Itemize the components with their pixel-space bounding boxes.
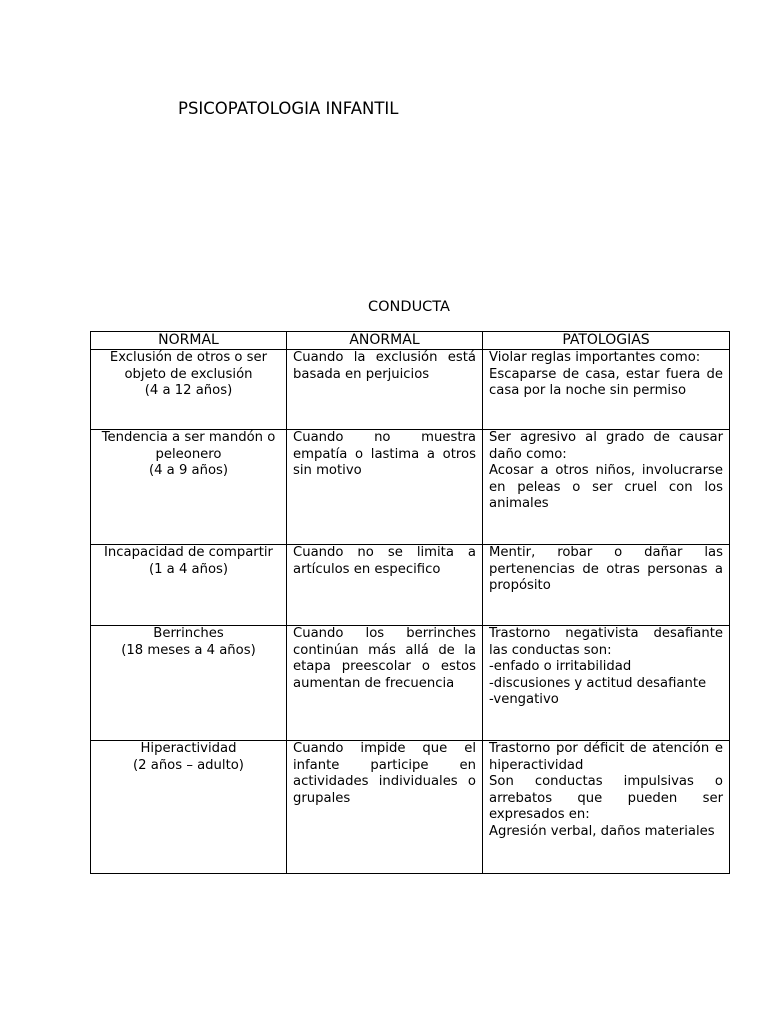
normal-behavior: Berrinches [153, 626, 224, 641]
age-range: (4 a 12 años) [144, 383, 233, 399]
age-range: (18 meses a 4 años) [121, 642, 256, 658]
cell-normal [91, 545, 287, 626]
anormal-text: Cuando no muestra empatía o lastima a otros sin motivo [293, 430, 476, 479]
table-row [91, 741, 730, 874]
pathology-line: Trastorno por déficit de atención e hiperactividad [489, 741, 723, 773]
anormal-text: Cuando no se limita a artículos en especifico [293, 545, 476, 577]
cell-anormal [287, 350, 483, 430]
header-patologias: PATOLOGIAS [483, 332, 730, 350]
normal-behavior: Incapacidad de compartir [104, 545, 273, 560]
table-row [91, 430, 730, 545]
table-row [91, 350, 730, 430]
cell-anormal [287, 626, 483, 741]
table-row [91, 626, 730, 741]
table-row [91, 545, 730, 626]
pathology-line: Violar reglas importantes como: [489, 350, 701, 365]
table-header-row [91, 332, 730, 350]
normal-behavior: Exclusión de otros o ser objeto de exclusión [109, 350, 268, 382]
pathology-line: Trastorno negativista desafiante las conductas son: [489, 626, 723, 658]
cell-patologias [483, 741, 730, 874]
cell-normal [91, 626, 287, 741]
cell-anormal [287, 741, 483, 874]
document-title: PSICOPATOLOGIA INFANTIL [178, 99, 399, 118]
age-range: (2 años – adulto) [133, 757, 244, 773]
anormal-text: Cuando los berrinches continúan más allá de la etapa preescolar o estos aumentan de frecuencia [293, 626, 476, 691]
header-anormal: ANORMAL [287, 332, 483, 350]
pathology-line: -enfado o irritabilidad [489, 659, 632, 675]
normal-behavior: Hiperactividad [140, 741, 237, 756]
section-heading: CONDUCTA [368, 299, 450, 315]
conduct-table [90, 331, 730, 874]
cell-patologias [483, 545, 730, 626]
pathology-line: -vengativo [489, 692, 559, 708]
normal-behavior: Tendencia a ser mandón o peleonero [101, 430, 276, 462]
cell-patologias [483, 430, 730, 545]
cell-normal [91, 430, 287, 545]
age-range: (4 a 9 años) [148, 463, 229, 479]
cell-patologias [483, 626, 730, 741]
anormal-text: Cuando impide que el infante participe en actividades individuales o grupales [293, 741, 476, 806]
cell-normal [91, 350, 287, 430]
header-normal: NORMAL [91, 332, 287, 350]
pathology-line: Son conductas impulsivas o arrebatos que pueden ser expresados en: [489, 774, 723, 823]
pathology-line: Acosar a otros niños, involucrarse en peleas o ser cruel con los animales [489, 463, 723, 512]
anormal-text: Cuando la exclusión está basada en perjuicios [293, 350, 476, 382]
pathology-line: Ser agresivo al grado de causar daño como: [489, 430, 723, 462]
pathology-line: -discusiones y actitud desafiante [489, 675, 707, 691]
age-range: (1 a 4 años) [148, 561, 229, 577]
cell-anormal [287, 430, 483, 545]
cell-anormal [287, 545, 483, 626]
pathology-line: Escaparse de casa, estar fuera de casa por la noche sin permiso [489, 366, 723, 399]
pathology-line: Mentir, robar o dañar las pertenencias de otras personas a propósito [489, 545, 723, 594]
cell-patologias [483, 350, 730, 430]
cell-normal [91, 741, 287, 874]
pathology-line: Agresión verbal, daños materiales [489, 823, 715, 839]
